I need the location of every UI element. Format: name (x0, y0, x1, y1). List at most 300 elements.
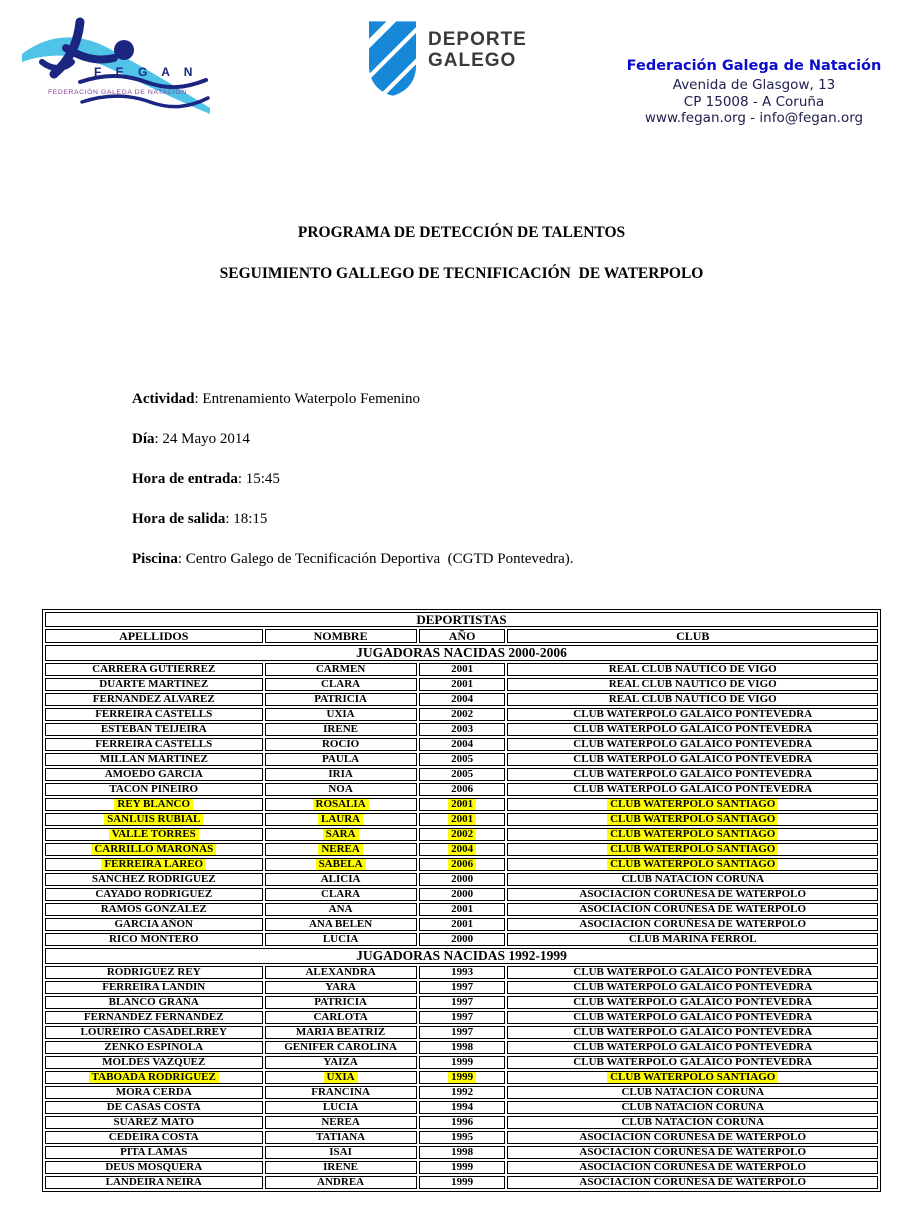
table-row (45, 1026, 878, 1039)
table-row (45, 1161, 878, 1174)
cell-nombre (265, 723, 417, 736)
cell-apellidos (45, 1041, 263, 1054)
cell-text: ANA (328, 903, 353, 915)
cell-nombre (265, 1101, 417, 1114)
cell-text: CLUB WATERPOLO GALAICO PONTEVEDRA (573, 738, 813, 750)
cell-apellidos (45, 813, 263, 826)
cell-club (507, 798, 878, 811)
cell-text: CLUB WATERPOLO GALAICO PONTEVEDRA (573, 768, 813, 780)
cell-text: ASOCIACION CORUÑESA DE WATERPOLO (579, 1146, 807, 1158)
cell-ano (419, 1116, 506, 1129)
cell-text: SANCHEZ RODRIGUEZ (91, 873, 216, 885)
detail-line (132, 510, 573, 528)
table-row (45, 1116, 878, 1129)
cell-text: 2001 (451, 678, 474, 690)
cell-nombre (265, 1011, 417, 1024)
cell-apellidos (45, 933, 263, 946)
cell-club (507, 933, 878, 946)
cell-ano (419, 903, 506, 916)
cell-text: MILLAN MARTINEZ (99, 753, 208, 765)
cell-text: YARA (325, 981, 356, 993)
cell-nombre (265, 858, 417, 871)
cell-text: DUARTE MARTINEZ (99, 678, 209, 690)
cell-ano (419, 708, 506, 721)
table-row (45, 678, 878, 691)
cell-text: LOUREIRO CASADELRREY (80, 1026, 227, 1038)
cell-text: CLUB WATERPOLO GALAICO PONTEVEDRA (573, 753, 813, 765)
cell-text: 2001 (451, 663, 474, 675)
cell-text: CLUB WATERPOLO GALAICO PONTEVEDRA (573, 996, 813, 1008)
cell-text-highlighted: REY BLANCO (114, 799, 193, 810)
cell-text: 1995 (451, 1131, 474, 1143)
cell-text: IRENE (323, 723, 358, 735)
cell-nombre (265, 768, 417, 781)
table-row (45, 933, 878, 946)
cell-club (507, 918, 878, 931)
cell-club (507, 723, 878, 736)
table-row (45, 828, 878, 841)
table-row (45, 708, 878, 721)
cell-ano (419, 753, 506, 766)
cell-club (507, 903, 878, 916)
cell-ano (419, 828, 506, 841)
table-row (45, 1071, 878, 1084)
table-row (45, 873, 878, 886)
cell-club (507, 996, 878, 1009)
deporte-line: DEPORTE (428, 29, 527, 50)
contact-block (599, 58, 909, 127)
cell-text: LUCIA (322, 1101, 359, 1113)
cell-text-highlighted: FERREIRA LAREO (101, 859, 206, 870)
cell-apellidos (45, 1011, 263, 1024)
cell-apellidos (45, 828, 263, 841)
cell-text-highlighted: ROSALIA (313, 799, 369, 810)
cell-apellidos (45, 798, 263, 811)
web-email-line: www.fegan.org - info@fegan.org (644, 110, 864, 126)
cell-apellidos (45, 1056, 263, 1069)
cell-text: FERREIRA CASTELLS (95, 738, 213, 750)
cell-club (507, 678, 878, 691)
cell-nombre (265, 1056, 417, 1069)
cell-text: MOLDES VAZQUEZ (102, 1056, 206, 1068)
cell-text: 1997 (451, 1011, 474, 1023)
cell-apellidos (45, 708, 263, 721)
galego-line: GALEGO (428, 50, 517, 71)
detail-label: Día (132, 431, 155, 447)
cell-text: ESTEBAN TEIJEIRA (100, 723, 207, 735)
cell-nombre (265, 1146, 417, 1159)
cell-text: CARMEN (315, 663, 366, 675)
detail-line (132, 430, 573, 448)
cell-text: RODRIGUEZ REY (106, 966, 201, 978)
cell-text: FERNANDEZ FERNANDEZ (83, 1011, 224, 1023)
cell-text: 2005 (451, 768, 474, 780)
cell-club (507, 1176, 878, 1189)
cell-apellidos (45, 918, 263, 931)
table-row (45, 1146, 878, 1159)
cell-apellidos (45, 966, 263, 979)
cell-text-highlighted: 2006 (448, 859, 476, 870)
detail-label: Hora de salida (132, 511, 226, 527)
cell-apellidos (45, 678, 263, 691)
cell-club (507, 1086, 878, 1099)
cell-text: FRANCINA (311, 1086, 370, 1098)
cell-ano (419, 1101, 506, 1114)
cell-text-highlighted: CARRILLO MAROÑAS (91, 844, 216, 855)
cell-nombre (265, 708, 417, 721)
table-row (45, 858, 878, 871)
cell-ano (419, 933, 506, 946)
cell-club (507, 888, 878, 901)
cell-text-highlighted: CLUB WATERPOLO SANTIAGO (607, 829, 778, 840)
cell-ano (419, 693, 506, 706)
cell-text-highlighted: SANLUIS RUBIAL (104, 814, 203, 825)
cell-text: GARCIA AÑON (114, 918, 194, 930)
cell-club (507, 1146, 878, 1159)
cell-text-highlighted: CLUB WATERPOLO SANTIAGO (607, 844, 778, 855)
organization-name: Federación Galega de Natación (626, 58, 882, 74)
table-title: DEPORTISTAS (45, 612, 878, 627)
cell-text: TACON PIÑEIRO (109, 783, 199, 795)
cell-nombre (265, 981, 417, 994)
cell-club (507, 738, 878, 751)
cell-apellidos (45, 1161, 263, 1174)
cell-text: CLARA (321, 678, 361, 690)
cell-text: 1997 (451, 1026, 474, 1038)
cell-text: CLUB NATACION CORUÑA (621, 873, 765, 885)
cell-text: ISAI (329, 1146, 352, 1158)
cell-ano (419, 888, 506, 901)
cell-nombre (265, 828, 417, 841)
cell-text-highlighted: SARA (323, 829, 359, 840)
cell-club (507, 966, 878, 979)
cell-ano (419, 981, 506, 994)
cell-text: IRIA (328, 768, 353, 780)
cell-text: YAIZA (323, 1056, 358, 1068)
table-row (45, 1056, 878, 1069)
deportistas-table (42, 609, 881, 1192)
cell-text: CLUB MARINA FERROL (628, 933, 757, 945)
cell-text: 2001 (451, 903, 474, 915)
cell-text-highlighted: CLUB WATERPOLO SANTIAGO (607, 814, 778, 825)
cell-nombre (265, 918, 417, 931)
table-row (45, 1176, 878, 1189)
cell-nombre (265, 678, 417, 691)
cell-text-highlighted: CLUB WATERPOLO SANTIAGO (607, 859, 778, 870)
cell-text: 1996 (451, 1116, 474, 1128)
cell-text: ANDREA (317, 1176, 365, 1188)
cell-text: 1993 (451, 966, 474, 978)
cell-ano (419, 1011, 506, 1024)
cell-nombre (265, 996, 417, 1009)
cell-text: 2002 (451, 708, 474, 720)
cell-text: 2001 (451, 918, 474, 930)
cell-text: REAL CLUB NAUTICO DE VIGO (608, 693, 777, 705)
cell-apellidos (45, 1086, 263, 1099)
table-row (45, 753, 878, 766)
cell-nombre (265, 783, 417, 796)
cell-text: CLUB WATERPOLO GALAICO PONTEVEDRA (573, 1026, 813, 1038)
cell-club (507, 768, 878, 781)
cell-apellidos (45, 888, 263, 901)
cell-apellidos (45, 1101, 263, 1114)
cell-apellidos (45, 1071, 263, 1084)
cell-club (507, 1026, 878, 1039)
cell-ano (419, 768, 506, 781)
cell-nombre (265, 1116, 417, 1129)
cell-ano (419, 798, 506, 811)
cell-ano (419, 843, 506, 856)
cell-nombre (265, 1176, 417, 1189)
column-header-1: NOMBRE (265, 629, 417, 643)
cell-text: MORA CERDA (115, 1086, 192, 1098)
section-header-row (45, 948, 878, 964)
table-row (45, 918, 878, 931)
cell-text: 1992 (451, 1086, 474, 1098)
cell-text: DEUS MOSQUERA (105, 1161, 203, 1173)
cell-text-highlighted: TABOADA RODRIGUEZ (89, 1072, 219, 1083)
cell-apellidos (45, 903, 263, 916)
cell-text: BLANCO GRAÑA (108, 996, 199, 1008)
table-row (45, 1041, 878, 1054)
table-row (45, 783, 878, 796)
cell-text: DE CASAS COSTA (106, 1101, 201, 1113)
cell-text: 2006 (451, 783, 474, 795)
cell-text: PATRICIA (314, 693, 367, 705)
cell-apellidos (45, 663, 263, 676)
cell-text: 1994 (451, 1101, 474, 1113)
cell-ano (419, 1161, 506, 1174)
cell-text: LANDEIRA NEIRA (105, 1176, 202, 1188)
cell-text: ASOCIACION CORUÑESA DE WATERPOLO (579, 903, 807, 915)
detail-line (132, 550, 573, 568)
cell-text: RAMOS GONZALEZ (100, 903, 207, 915)
cell-text-highlighted: CLUB WATERPOLO SANTIAGO (607, 1072, 778, 1083)
table-row (45, 966, 878, 979)
cell-ano (419, 1146, 506, 1159)
cell-text: SUAREZ MATO (113, 1116, 195, 1128)
cell-nombre (265, 1026, 417, 1039)
cell-ano (419, 738, 506, 751)
cell-apellidos (45, 768, 263, 781)
cell-text: 1999 (451, 1161, 474, 1173)
cell-text: IRENE (323, 1161, 358, 1173)
table-row (45, 1086, 878, 1099)
cell-text-highlighted: LAURA (318, 814, 363, 825)
cell-ano (419, 918, 506, 931)
cell-text: CLUB WATERPOLO GALAICO PONTEVEDRA (573, 981, 813, 993)
cell-club (507, 1101, 878, 1114)
cell-text: NEREA (321, 1116, 360, 1128)
cell-text: 1997 (451, 996, 474, 1008)
cell-text: CARLOTA (313, 1011, 368, 1023)
cell-text: ASOCIACION CORUÑESA DE WATERPOLO (579, 888, 807, 900)
cell-text: CLUB NATACION CORUÑA (621, 1086, 765, 1098)
cell-text: CLUB WATERPOLO GALAICO PONTEVEDRA (573, 966, 813, 978)
cell-text: PATRICIA (314, 996, 367, 1008)
fegan-acronym: F E G A N (94, 65, 198, 79)
cell-text: REAL CLUB NAUTICO DE VIGO (608, 678, 777, 690)
cell-text: CAYADO RODRIGUEZ (95, 888, 213, 900)
detail-value: : Centro Galego de Tecnificación Deportiva (CGTD Pontevedra). (177, 551, 574, 567)
cell-text: 1998 (451, 1041, 474, 1053)
cell-club (507, 1161, 878, 1174)
cell-ano (419, 663, 506, 676)
cell-apellidos (45, 723, 263, 736)
detail-label: Hora de entrada (132, 471, 238, 487)
table-row (45, 903, 878, 916)
cell-text: PAULA (322, 753, 360, 765)
cell-apellidos (45, 753, 263, 766)
address-line: Avenida de Glasgow, 13 (672, 77, 836, 93)
cell-text: ASOCIACION CORUÑESA DE WATERPOLO (579, 1161, 807, 1173)
cell-apellidos (45, 981, 263, 994)
cell-nombre (265, 813, 417, 826)
deporte-galego-logo (368, 20, 527, 97)
cell-text-highlighted: CLUB WATERPOLO SANTIAGO (607, 799, 778, 810)
cell-text: MARIA BEATRIZ (295, 1026, 386, 1038)
cell-text-highlighted: VALLE TORRES (109, 829, 199, 840)
cell-ano (419, 996, 506, 1009)
cell-nombre (265, 798, 417, 811)
table-row (45, 981, 878, 994)
ball-icon (114, 40, 134, 60)
cell-apellidos (45, 783, 263, 796)
cell-apellidos (45, 693, 263, 706)
detail-label: Actividad (132, 391, 195, 407)
cell-text: CLUB WATERPOLO GALAICO PONTEVEDRA (573, 1041, 813, 1053)
cell-text: ANA BELEN (308, 918, 373, 930)
cell-text: 1999 (451, 1056, 474, 1068)
table-row (45, 768, 878, 781)
cell-club (507, 1056, 878, 1069)
cell-ano (419, 1131, 506, 1144)
cell-nombre (265, 843, 417, 856)
cell-club (507, 1011, 878, 1024)
cell-text: REAL CLUB NAUTICO DE VIGO (608, 663, 777, 675)
cell-text: FERNANDEZ ALVAREZ (92, 693, 215, 705)
cell-apellidos (45, 1116, 263, 1129)
section-header: JUGADORAS NACIDAS 1992-1999 (45, 948, 878, 964)
cell-apellidos (45, 858, 263, 871)
detail-value: : 24 Mayo 2014 (154, 431, 250, 447)
deporte-galego-wordmark (428, 29, 527, 97)
table-row (45, 888, 878, 901)
table-row (45, 738, 878, 751)
cell-text: 2000 (451, 873, 474, 885)
cell-ano (419, 783, 506, 796)
cell-ano (419, 813, 506, 826)
cell-text-highlighted: 2001 (448, 799, 476, 810)
cell-club (507, 828, 878, 841)
cell-ano (419, 1026, 506, 1039)
cell-ano (419, 678, 506, 691)
cell-text: 1999 (451, 1176, 474, 1188)
section-header-row (45, 645, 878, 661)
cell-club (507, 663, 878, 676)
cell-text: LUCIA (322, 933, 359, 945)
cell-club (507, 1131, 878, 1144)
cell-nombre (265, 966, 417, 979)
cell-club (507, 1041, 878, 1054)
cell-text: GENIFER CAROLINA (284, 1041, 397, 1053)
cell-apellidos (45, 996, 263, 1009)
fegan-logo (20, 10, 215, 118)
deporte-galego-shield-icon (368, 20, 417, 97)
cell-club (507, 1071, 878, 1084)
cell-text: 2004 (451, 738, 474, 750)
cell-text: CEDEIRA COSTA (108, 1131, 199, 1143)
cell-text: 2000 (451, 888, 474, 900)
cell-text-highlighted: 2002 (448, 829, 476, 840)
cell-apellidos (45, 1176, 263, 1189)
cell-text: CLUB WATERPOLO GALAICO PONTEVEDRA (573, 1056, 813, 1068)
cell-ano (419, 873, 506, 886)
table-row (45, 663, 878, 676)
cell-text: CLUB WATERPOLO GALAICO PONTEVEDRA (573, 783, 813, 795)
cell-club (507, 783, 878, 796)
detail-line (132, 390, 573, 408)
cell-apellidos (45, 873, 263, 886)
table-row (45, 813, 878, 826)
cell-nombre (265, 738, 417, 751)
postal-line: CP 15008 - A Coruña (683, 93, 825, 110)
table-row (45, 1101, 878, 1114)
detail-value: : 15:45 (237, 471, 280, 487)
cell-text: ZENKO ESPINOLA (104, 1041, 204, 1053)
cell-club (507, 843, 878, 856)
cell-text: 2003 (451, 723, 474, 735)
cell-text: CLUB WATERPOLO GALAICO PONTEVEDRA (573, 1011, 813, 1023)
cell-text: 1998 (451, 1146, 474, 1158)
table-row (45, 1131, 878, 1144)
table-row (45, 996, 878, 1009)
cell-text: FERREIRA LANDIN (102, 981, 206, 993)
cell-ano (419, 966, 506, 979)
cell-club (507, 708, 878, 721)
detail-value: : Entrenamiento Waterpolo Femenino (194, 391, 421, 407)
activity-details (132, 390, 573, 590)
cell-text: 1997 (451, 981, 474, 993)
cell-text: 2004 (451, 693, 474, 705)
cell-nombre (265, 663, 417, 676)
cell-text: CLUB WATERPOLO GALAICO PONTEVEDRA (573, 723, 813, 735)
cell-text: ALEXANDRA (305, 966, 376, 978)
fegan-subtitle: FEDERACIÓN GALEGA DE NATACIÓN (48, 89, 187, 96)
cell-apellidos (45, 1146, 263, 1159)
cell-text: ASOCIACION CORUÑESA DE WATERPOLO (579, 1131, 807, 1143)
document-title: PROGRAMA DE DETECCIÓN DE TALENTOS (297, 224, 626, 241)
cell-club (507, 858, 878, 871)
cell-text: ASOCIACION CORUÑESA DE WATERPOLO (579, 1176, 807, 1188)
cell-text-highlighted: 1999 (448, 1072, 476, 1083)
cell-nombre (265, 888, 417, 901)
detail-line (132, 470, 573, 488)
cell-text-highlighted: NEREA (318, 844, 363, 855)
cell-nombre (265, 1086, 417, 1099)
cell-text: CLUB WATERPOLO GALAICO PONTEVEDRA (573, 708, 813, 720)
cell-text: ASOCIACION CORUÑESA DE WATERPOLO (579, 918, 807, 930)
table-row (45, 1011, 878, 1024)
cell-text: AMOEDO GARCIA (104, 768, 203, 780)
cell-text: 2005 (451, 753, 474, 765)
cell-club (507, 753, 878, 766)
cell-text-highlighted: 2001 (448, 814, 476, 825)
column-header-3: CLUB (507, 629, 878, 643)
cell-text: PITA LAMAS (120, 1146, 188, 1158)
section-header: JUGADORAS NACIDAS 2000-2006 (45, 645, 878, 661)
cell-text: CARRERA GUTIERREZ (92, 663, 216, 675)
